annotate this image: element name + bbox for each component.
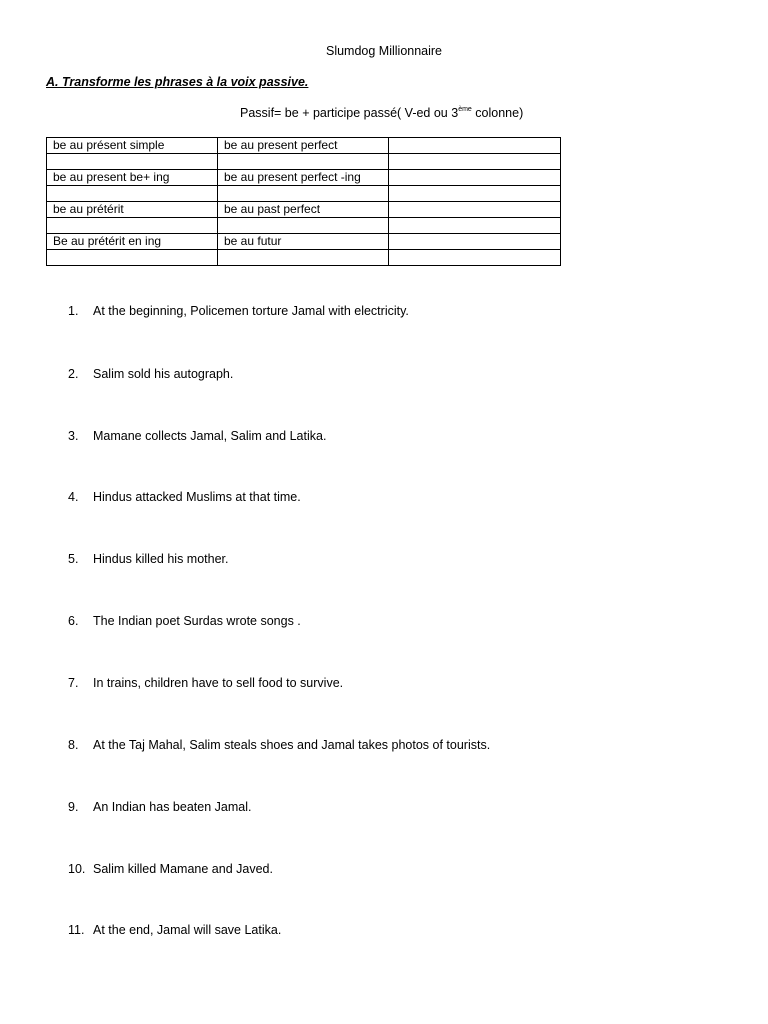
item-number: 9. [68, 800, 79, 814]
formula-text: Passif= be + participe passé( V-ed ou 3 [240, 106, 459, 120]
item-text: At the beginning, Policemen torture Jamal with electricity. [93, 304, 409, 318]
list-item [68, 800, 251, 814]
item-text: Salim killed Mamane and Javed. [93, 862, 273, 876]
table-cell: be au present perfect [218, 138, 389, 154]
table-cell [389, 250, 561, 266]
table-cell: be au présent simple [47, 138, 218, 154]
item-text: In trains, children have to sell food to survive. [93, 676, 344, 690]
item-text: An Indian has beaten Jamal. [93, 800, 252, 814]
table-cell [47, 154, 218, 170]
table-row [47, 170, 561, 186]
table-cell [389, 170, 561, 186]
table-cell: be au present be+ ing [47, 170, 218, 186]
item-text: Hindus attacked Muslims at that time. [93, 490, 301, 504]
table-cell [218, 218, 389, 234]
item-number: 1. [68, 304, 79, 318]
list-item [68, 429, 326, 443]
table-cell [389, 138, 561, 154]
item-text: Mamane collects Jamal, Salim and Latika. [93, 429, 327, 443]
table-cell: be au past perfect [218, 202, 389, 218]
list-item [68, 367, 233, 381]
table-cell: be au present perfect -ing [218, 170, 389, 186]
table-cell [389, 186, 561, 202]
item-number: 4. [68, 490, 79, 504]
table-cell: Be au prétérit en ing [47, 234, 218, 250]
table-row [47, 154, 561, 170]
item-number: 6. [68, 614, 79, 628]
table-cell: be au prétérit [47, 202, 218, 218]
table-cell [47, 218, 218, 234]
list-item [68, 552, 228, 566]
table-cell [389, 154, 561, 170]
table-cell [389, 202, 561, 218]
item-number: 7. [68, 676, 79, 690]
table-row [47, 218, 561, 234]
list-item [68, 304, 409, 318]
formula-suffix: colonne) [471, 106, 524, 120]
item-text: At the end, Jamal will save Latika. [93, 923, 282, 937]
table-cell: be au futur [218, 234, 389, 250]
item-number: 2. [68, 367, 79, 381]
item-number: 10. [68, 862, 86, 876]
list-item [68, 490, 301, 504]
table-cell [218, 250, 389, 266]
item-text: Hindus killed his mother. [93, 552, 229, 566]
formula-superscript: ème [458, 106, 472, 113]
table-cell [218, 154, 389, 170]
item-text: At the Taj Mahal, Salim steals shoes and Jamal takes photos of tourists. [93, 738, 491, 752]
table-cell [389, 218, 561, 234]
tenses-table [46, 137, 561, 266]
table-row [47, 234, 561, 250]
list-item [68, 862, 273, 876]
item-text: The Indian poet Surdas wrote songs . [93, 614, 301, 628]
list-item [68, 614, 301, 628]
list-item [68, 738, 490, 752]
list-item [68, 676, 343, 690]
table-row [47, 202, 561, 218]
table-cell [47, 186, 218, 202]
passive-formula [240, 106, 523, 120]
table-cell [389, 234, 561, 250]
table-cell [47, 250, 218, 266]
table-row [47, 250, 561, 266]
section-heading: A. Transforme les phrases à la voix passive. [46, 75, 309, 89]
item-number: 11. [68, 923, 85, 937]
list-item [68, 923, 281, 937]
item-number: 5. [68, 552, 79, 566]
item-number: 8. [68, 738, 79, 752]
table-row [47, 186, 561, 202]
document-title: Slumdog Millionnaire [325, 44, 443, 58]
item-number: 3. [68, 429, 79, 443]
item-text: Salim sold his autograph. [93, 367, 234, 381]
table-cell [218, 186, 389, 202]
table-row [47, 138, 561, 154]
